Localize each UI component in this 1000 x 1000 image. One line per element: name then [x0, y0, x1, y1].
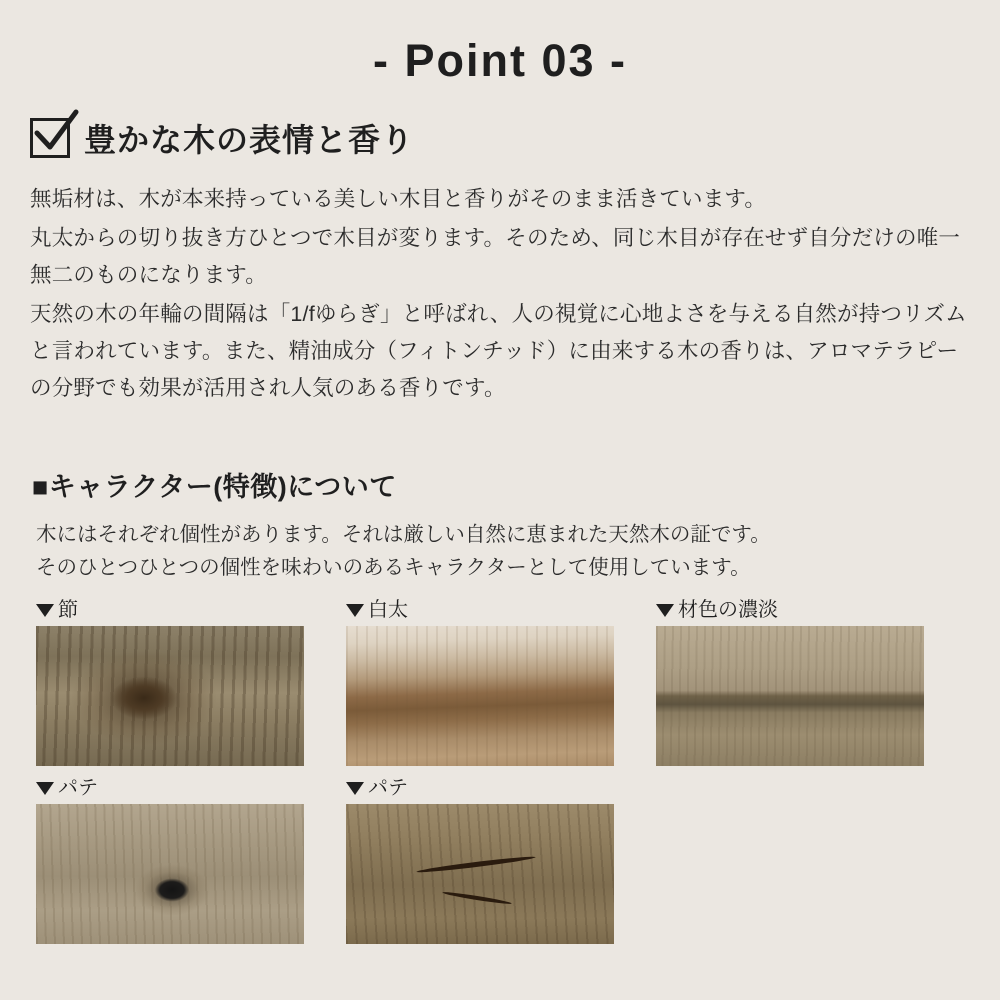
- sample-label-row: [36, 600, 346, 620]
- triangle-marker-icon: [656, 604, 674, 617]
- sample-image-putty-1: [36, 804, 304, 944]
- sample-image-putty-2: [346, 804, 614, 944]
- triangle-marker-icon: [346, 782, 364, 795]
- headline-row: [30, 115, 1000, 161]
- character-heading: ■キャラクター(特徴)について: [32, 471, 397, 502]
- sample-label: パテ: [368, 777, 408, 800]
- sample-label-row: [36, 778, 346, 798]
- sample-image-knot: [36, 626, 304, 766]
- headline-text: 豊かな木の表情と香り: [84, 122, 415, 158]
- triangle-marker-icon: [346, 604, 364, 617]
- intro-paragraph-2: 丸太からの切り抜き方ひとつで木目が変ります。そのため、同じ木目が存在せず自分だけの唯一無二のものになります。: [30, 225, 961, 287]
- intro-body: [30, 181, 970, 407]
- triangle-marker-icon: [36, 604, 54, 617]
- character-sample-grid: [36, 600, 966, 956]
- sample-item: [346, 778, 656, 944]
- sample-label-row: [346, 600, 656, 620]
- triangle-marker-icon: [36, 782, 54, 795]
- sample-label-row: [656, 600, 966, 620]
- crack-mark: [416, 855, 536, 875]
- sample-image-color-variation: [656, 626, 924, 766]
- crack-mark: [442, 891, 512, 906]
- page-title: - Point 03 -: [372, 35, 627, 86]
- intro-paragraph-1: 無垢材は、木が本来持っている美しい木目と香りがそのまま活きています。: [30, 187, 767, 211]
- sample-item: [36, 600, 346, 766]
- character-lead-line-1: 木にはそれぞれ個性があります。それは厳しい自然に恵まれた天然木の証です。: [36, 522, 771, 546]
- sample-label: パテ: [58, 777, 98, 800]
- intro-paragraph-3: 天然の木の年輪の間隔は「1/fゆらぎ」と呼ばれ、人の視覚に心地よさを与える自然が持つリズムと言われています。また、精油成分（フィトンチッド）に由来する木の香りは、アロマテラピーの分野でも効果が活用され人気のある香りです。: [30, 301, 967, 400]
- sample-image-sapwood: [346, 626, 614, 766]
- character-lead-line-2: そのひとつひとつの個性を味わいのあるキャラクターとして使用しています。: [36, 556, 751, 580]
- sample-item: [346, 600, 656, 766]
- checkbox-checked-icon: [30, 118, 70, 158]
- sample-label-row: [346, 778, 656, 798]
- sample-item: [656, 600, 966, 766]
- sample-label: 材色の濃淡: [678, 599, 778, 622]
- sample-label: 節: [58, 599, 78, 622]
- character-lead: [36, 518, 1000, 584]
- sample-label: 白太: [368, 599, 408, 622]
- sample-item: [36, 778, 346, 944]
